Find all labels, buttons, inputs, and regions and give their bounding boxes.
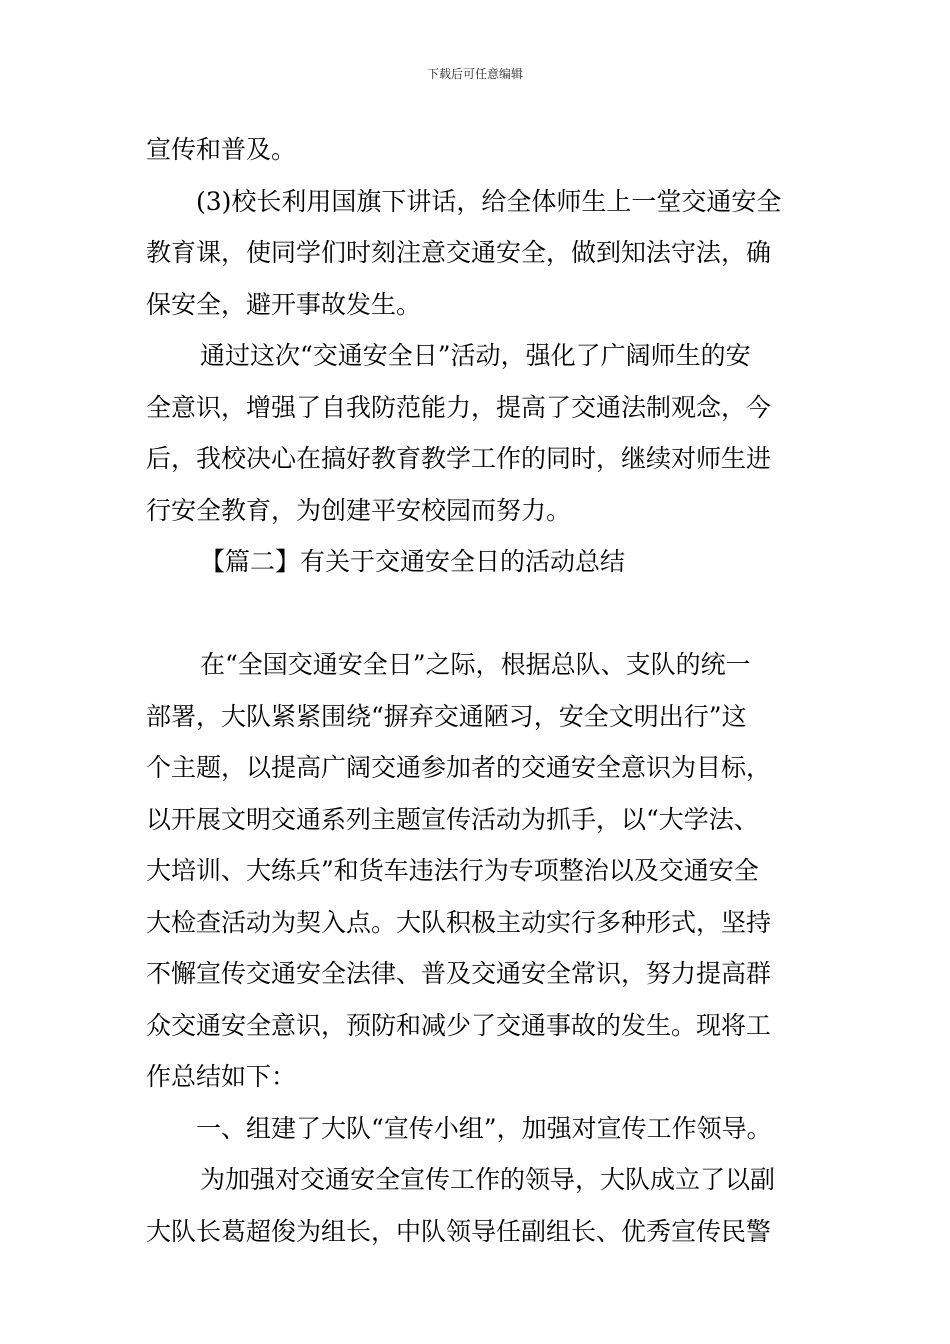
text-line: 以开展文明交通系列主题宣传活动为抓手，以“大学法、	[146, 804, 759, 834]
text-line: 在“全国交通安全日”之际，根据总队、支队的统一	[200, 650, 751, 679]
text-line: 众交通安全意识，预防和减少了交通事故的发生。现将工	[146, 1010, 772, 1040]
section-heading: 【篇二】有关于交通安全日的活动总结	[200, 547, 626, 576]
text-line: 宣传和普及。	[146, 135, 297, 164]
text-line: 个主题，以提高广阔交通参加者的交通安全意识为目标，	[146, 753, 772, 782]
text-line: 不懈宣传交通安全法律、普及交通安全常识，努力提高群	[146, 959, 772, 988]
text-line: 大培训、大练兵”和货车违法行为专项整治以及交通安全	[146, 856, 759, 885]
text-line: 后，我校决心在搞好教育教学工作的同时，继续对师生进	[146, 444, 772, 473]
text-line: 部署，大队紧紧围绕“摒弃交通陋习，安全文明出行”这	[146, 701, 747, 731]
blank-line	[146, 588, 806, 640]
text-line: 为加强对交通安全宣传工作的领导，大队成立了以副	[200, 1165, 776, 1194]
text-line: 全意识，增强了自我防范能力，提高了交通法制观念，今	[146, 392, 772, 422]
text-line: 行安全教育，为创建平安校园而努力。	[146, 495, 572, 525]
page-header: 下载后可任意编辑	[426, 67, 523, 81]
text-line: 教育课，使同学们时刻注意交通安全，做到知法守法，确	[146, 238, 772, 267]
text-line: 大队长葛超俊为组长，中队领导任副组长、优秀宣传民警	[146, 1216, 772, 1246]
text-line: (3)校长利用国旗下讲话，给全体师生上一堂交通安全	[196, 186, 782, 216]
text-line: 通过这次“交通安全日”活动，强化了广阔师生的安	[200, 341, 751, 370]
text-line: 作总结如下：	[146, 1062, 297, 1091]
text-line: 一、组建了大队“宣传小组”，加强对宣传工作领导。	[196, 1113, 772, 1143]
text-line: 大检查活动为契入点。大队积极主动实行多种形式，坚持	[146, 907, 772, 937]
document-body	[146, 124, 806, 1257]
text-line: 保安全，避开事故发生。	[146, 289, 422, 319]
